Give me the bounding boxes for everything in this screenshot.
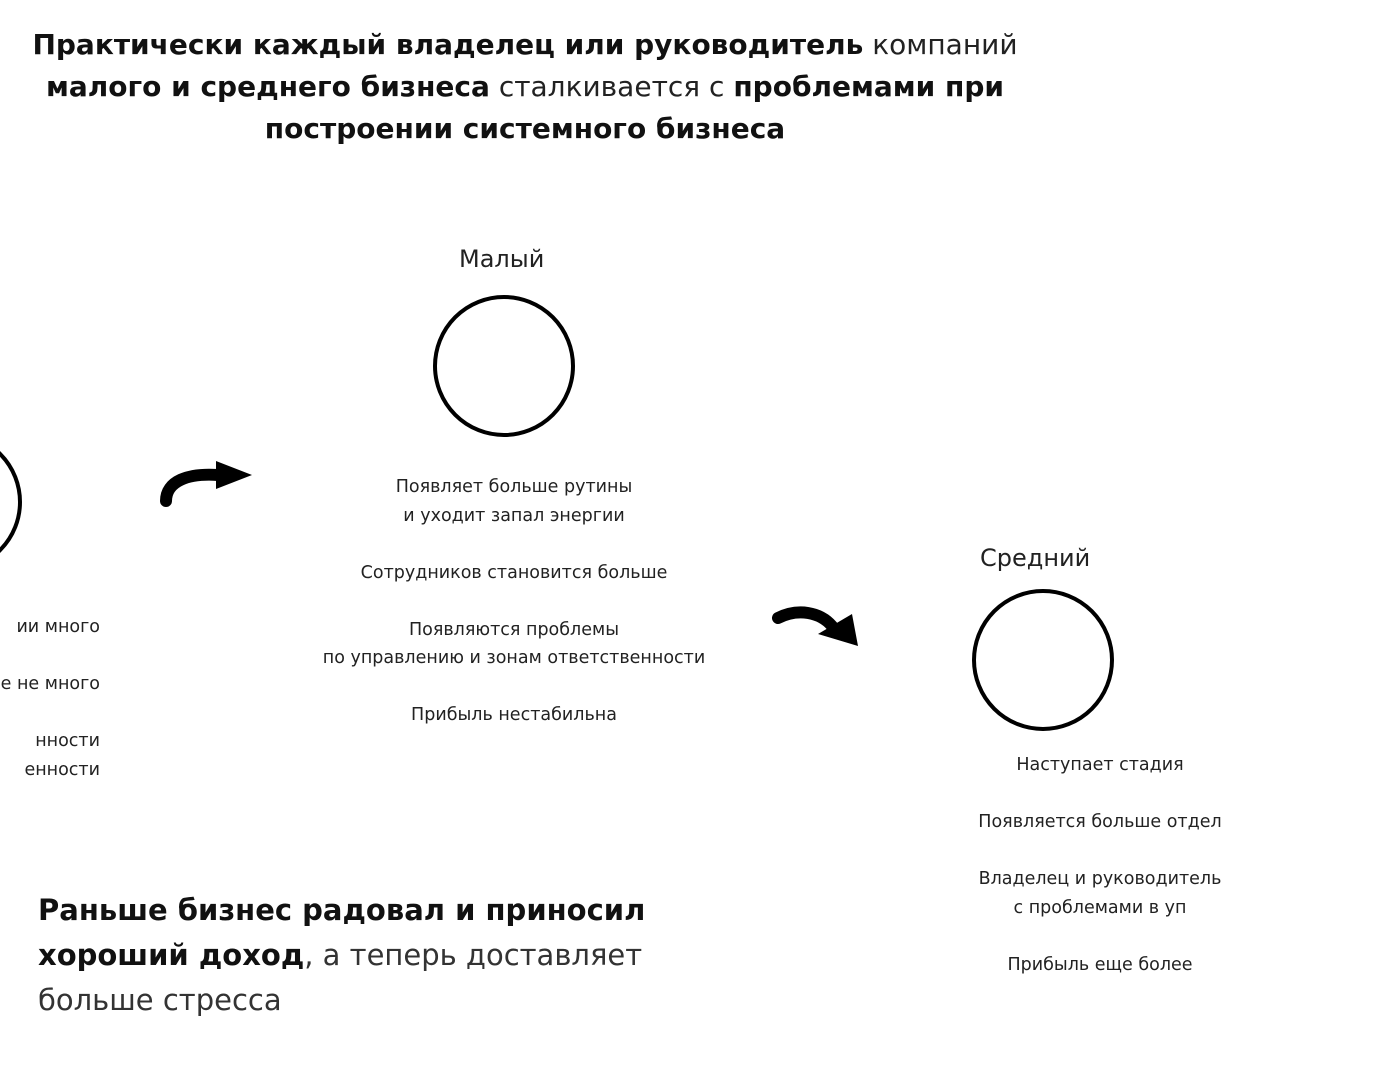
stage-left-item — [0, 613, 100, 642]
stage-right-item — [800, 951, 1400, 980]
stage-left-circle — [0, 432, 22, 572]
stage-center-item — [214, 559, 814, 588]
stage-right-circle — [972, 589, 1114, 731]
stage-center-line: Появляются проблемы — [408, 619, 620, 640]
conclusion-bold: Раньше бизнес радовал и приносил хороший доход — [38, 893, 646, 972]
stage-left-text — [0, 613, 100, 813]
stage-right-line: Владелец и руководитель — [978, 869, 1222, 889]
stage-left-line: е не много — [0, 674, 100, 694]
intro-heading — [0, 24, 1050, 150]
stage-center-line: и уходит запал энергии — [403, 505, 625, 526]
stage-left-line: ии много — [16, 617, 100, 637]
stage-center-line: Появляет больше рутины — [395, 477, 633, 497]
conclusion-text — [38, 888, 658, 1023]
stage-center-item — [214, 473, 814, 530]
stage-center-line: Сотрудников становится больше — [360, 562, 668, 583]
stage-center-circle — [433, 295, 575, 437]
stage-left-item — [0, 670, 100, 699]
intro-regular-2: сталкивается с — [498, 70, 725, 103]
curved-arrow-icon — [770, 598, 865, 653]
stage-left-line: нности — [35, 731, 100, 751]
stage-center-title: Малый — [459, 245, 545, 273]
stage-right-line: Прибыль еще более — [1007, 954, 1193, 975]
stage-left-line: енности — [24, 759, 100, 780]
stage-center-text — [214, 473, 814, 758]
stage-center-line: по управлению и зонам ответственности — [322, 648, 706, 668]
intro-bold-2: малого и среднего бизнеса — [45, 70, 490, 103]
stage-right-text — [800, 751, 1400, 1008]
stage-right-item — [800, 808, 1400, 837]
intro-regular-1: компаний — [872, 28, 1018, 61]
stage-right-item — [800, 751, 1400, 780]
stage-right-line: Появляется больше отдел — [978, 812, 1222, 832]
stage-right-line: Наступает стадия — [1016, 755, 1184, 775]
conclusion-regular: , а теперь доставляет больше стресса — [38, 938, 643, 1017]
stage-right-title: Средний — [980, 544, 1091, 572]
stage-right-item — [800, 865, 1400, 922]
stage-center-line: Прибыль нестабильна — [411, 705, 617, 725]
intro-bold-1: Практически каждый владелец или руководитель — [32, 28, 864, 61]
stage-center-item — [214, 701, 814, 730]
stage-right-line: с проблемами в уп — [1013, 897, 1187, 918]
stage-center-item — [214, 616, 814, 673]
stage-left-item — [0, 727, 100, 784]
intro-bold-3: проблемами при построении системного бизнеса — [264, 70, 1005, 145]
